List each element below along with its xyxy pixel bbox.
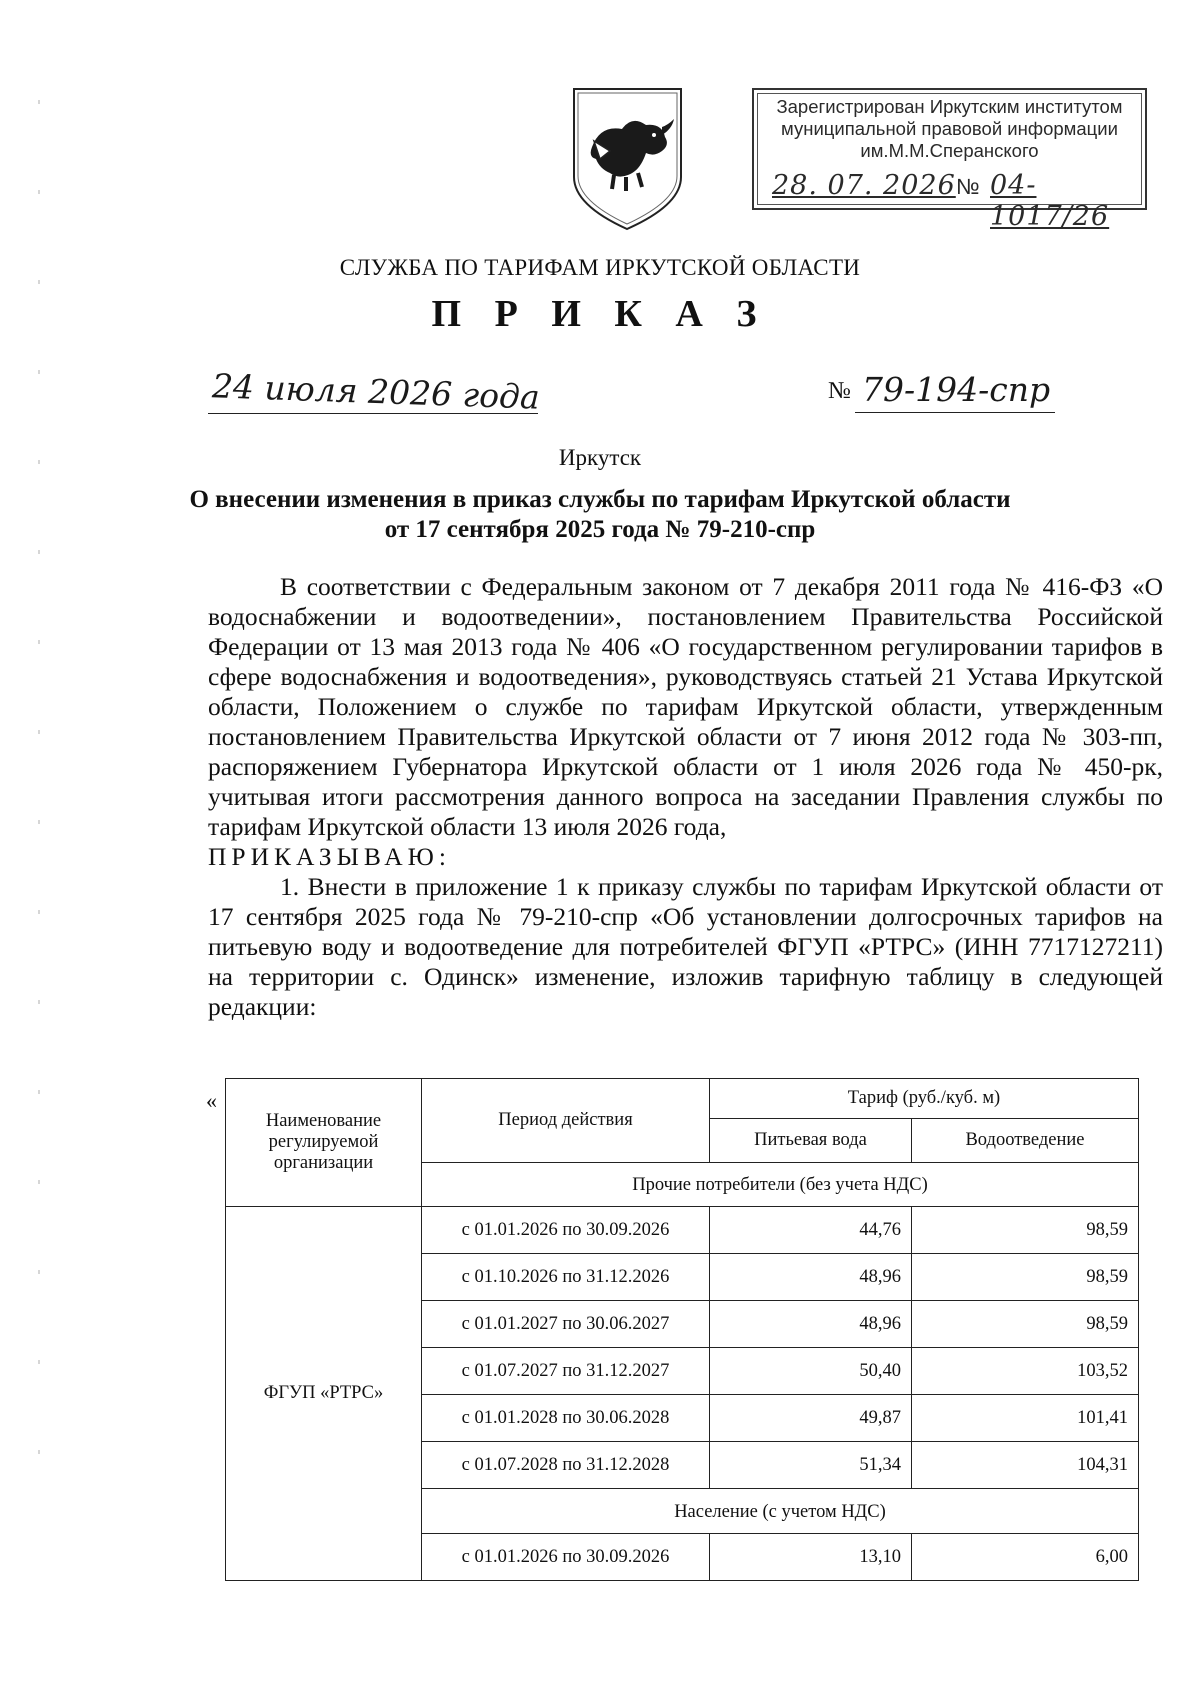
order-word: ПРИКАЗЫВАЮ: [208,842,451,871]
coat-of-arms-icon [570,85,685,233]
row-period: с 01.07.2028 по 31.12.2028 [422,1442,710,1489]
service-name: СЛУЖБА ПО ТАРИФАМ ИРКУТСКОЙ ОБЛАСТИ [339,255,861,280]
row-period: с 01.01.2027 по 30.06.2027 [422,1301,710,1348]
stamp-line-3: им.М.М.Сперанского [860,140,1039,161]
table-row [226,1207,1139,1254]
row-period: с 01.01.2026 по 30.09.2026 [422,1207,710,1254]
order-number-sign: № [828,378,851,404]
row-sewer: 98,59 [912,1207,1139,1254]
number-underline [855,412,1055,413]
row-sewer: 103,52 [912,1348,1139,1395]
order-subject [120,485,1080,545]
row-period: с 01.01.2028 по 30.06.2028 [422,1395,710,1442]
subject-line-2: от 17 сентября 2025 года № 79-210-спр [384,516,816,543]
row-water: 48,96 [710,1254,912,1301]
item-1-paragraph: 1. Внести в приложение 1 к приказу службы по тарифам Иркутской области от 17 сентября 2025 года № 79-210-спр «Об установлении долгосрочных тарифов на питьевую воду и водоотведение для потребителей ФГУП «РТРС» (ИНН 7717127211) на территории с. Одинск» изменение, изложив тарифную таблицу в следующей редакции: [208,872,1163,1021]
city: Иркутск [558,445,642,470]
row-period: с 01.07.2027 по 31.12.2027 [422,1348,710,1395]
stamp-number-sign: № [956,174,980,199]
preamble-paragraph: В соответствии с Федеральным законом от 7 декабря 2011 года № 416-ФЗ «О водоснабжении и водоотведении», постановлением Правительства Российской Федерации от 13 мая 2013 года № 406 «О государственном регулировании тарифов в сфере водоснабжения и водоотведения», руководствуясь статьей 21 Устава Иркутской области, Положением о службе по тарифам Иркутской области, утвержденным постановлением Правительства Иркутской области от 7 июня 2012 года № 303-пп, распоряжением Губернатора Иркутской области от 1 июля 2026 года № 450-рк, учитывая итоги рассмотрения данного вопроса на заседании Правления службы по тарифам Иркутской области 13 июля 2026 года, [208,572,1163,841]
group-others: Прочие потребители (без учета НДС) [422,1163,1139,1207]
stamp-number: 04-1017/26 [990,170,1110,232]
header-tariff: Тариф (руб./куб. м) [710,1079,1139,1119]
row-period: с 01.01.2026 по 30.09.2026 [422,1534,710,1581]
date-underline [208,413,538,414]
tariff-table [225,1078,1139,1581]
stamp-date: 28. 07. 2026 [772,170,956,201]
row-water: 48,96 [710,1301,912,1348]
group-population: Население (с учетом НДС) [422,1489,1139,1534]
order-date: 24 июля 2026 года [211,366,541,417]
open-quote: « [206,1088,217,1113]
row-sewer: 98,59 [912,1254,1139,1301]
order-number: 79-194-спр [862,370,1051,409]
row-sewer: 104,31 [912,1442,1139,1489]
row-sewer: 101,41 [912,1395,1139,1442]
row-period: с 01.10.2026 по 31.12.2026 [422,1254,710,1301]
subject-line-1: О внесении изменения в приказ службы по тарифам Иркутской области [189,486,1011,513]
row-water: 13,10 [710,1534,912,1581]
stamp-line-2: муниципальной правовой информации [781,118,1118,139]
order-body [208,572,1163,1022]
row-water: 44,76 [710,1207,912,1254]
header-water: Питьевая вода [710,1119,912,1163]
stamp-line-1: Зарегистрирован Иркутским институтом [776,96,1123,117]
row-water: 51,34 [710,1442,912,1489]
org-name: ФГУП «РТРС» [226,1207,422,1581]
registration-stamp [752,88,1147,232]
row-sewer: 6,00 [912,1534,1139,1581]
header-sewer: Водоотведение [912,1119,1139,1163]
header-period: Период действия [422,1079,710,1163]
document-type: П Р И К А З [431,293,769,335]
header-org: Наименование регулируемой организации [226,1079,422,1207]
row-water: 49,87 [710,1395,912,1442]
row-sewer: 98,59 [912,1301,1139,1348]
row-water: 50,40 [710,1348,912,1395]
